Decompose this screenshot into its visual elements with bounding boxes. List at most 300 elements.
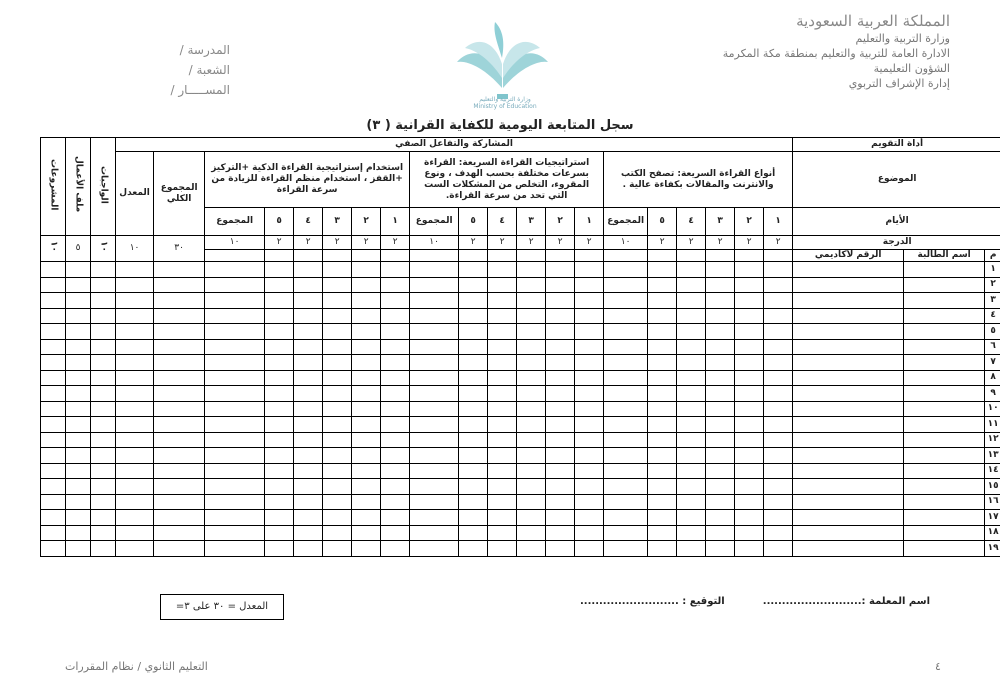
entry-cell[interactable] [410,510,459,526]
entry-cell[interactable] [41,401,66,417]
entry-cell[interactable] [116,277,154,293]
entry-cell[interactable] [205,386,265,402]
entry-cell[interactable] [265,277,294,293]
entry-cell[interactable] [904,448,985,464]
entry-cell[interactable] [116,479,154,495]
entry-cell[interactable] [66,339,91,355]
entry-cell[interactable] [91,448,116,464]
entry-cell[interactable] [66,324,91,340]
entry-cell[interactable] [648,541,677,557]
entry-cell[interactable] [764,386,793,402]
entry-cell[interactable] [91,262,116,278]
entry-cell[interactable] [381,479,410,495]
entry-cell[interactable] [764,293,793,309]
entry-cell[interactable] [546,463,575,479]
entry-cell[interactable] [41,494,66,510]
entry-cell[interactable] [546,510,575,526]
entry-cell[interactable] [904,479,985,495]
entry-cell[interactable] [91,293,116,309]
entry-cell[interactable] [904,277,985,293]
entry-cell[interactable] [764,525,793,541]
entry-cell[interactable] [706,370,735,386]
entry-cell[interactable] [735,510,764,526]
entry-cell[interactable] [793,324,904,340]
entry-cell[interactable] [735,370,764,386]
signature-field[interactable]: التوقيع : .......................... [580,596,725,607]
entry-cell[interactable] [575,510,604,526]
entry-cell[interactable] [575,541,604,557]
entry-cell[interactable] [459,324,488,340]
entry-cell[interactable] [154,370,205,386]
entry-cell[interactable] [265,463,294,479]
entry-cell[interactable] [793,308,904,324]
entry-cell[interactable] [793,339,904,355]
entry-cell[interactable] [154,432,205,448]
entry-cell[interactable] [154,386,205,402]
entry-cell[interactable] [381,308,410,324]
entry-cell[interactable] [205,479,265,495]
entry-cell[interactable] [265,308,294,324]
entry-cell[interactable] [410,417,459,433]
entry-cell[interactable] [604,525,648,541]
entry-cell[interactable] [488,262,517,278]
entry-cell[interactable] [91,525,116,541]
entry-cell[interactable] [904,370,985,386]
entry-cell[interactable] [91,324,116,340]
entry-cell[interactable] [648,510,677,526]
entry-cell[interactable] [410,448,459,464]
entry-cell[interactable] [706,262,735,278]
entry-cell[interactable] [604,308,648,324]
entry-cell[interactable] [66,386,91,402]
entry-cell[interactable] [205,417,265,433]
entry-cell[interactable] [517,370,546,386]
entry-cell[interactable] [265,432,294,448]
entry-cell[interactable] [41,448,66,464]
entry-cell[interactable] [488,525,517,541]
entry-cell[interactable] [154,308,205,324]
entry-cell[interactable] [648,324,677,340]
entry-cell[interactable] [205,510,265,526]
entry-cell[interactable] [604,262,648,278]
entry-cell[interactable] [265,386,294,402]
entry-cell[interactable] [459,370,488,386]
entry-cell[interactable] [205,541,265,557]
entry-cell[interactable] [488,308,517,324]
entry-cell[interactable] [735,308,764,324]
entry-cell[interactable] [294,277,323,293]
entry-cell[interactable] [735,479,764,495]
entry-cell[interactable] [323,432,352,448]
entry-cell[interactable] [904,293,985,309]
entry-cell[interactable] [66,355,91,371]
entry-cell[interactable] [575,463,604,479]
entry-cell[interactable] [706,355,735,371]
entry-cell[interactable] [904,355,985,371]
entry-cell[interactable] [352,401,381,417]
entry-cell[interactable] [154,262,205,278]
entry-cell[interactable] [764,355,793,371]
entry-cell[interactable] [265,370,294,386]
entry-cell[interactable] [381,355,410,371]
entry-cell[interactable] [575,324,604,340]
entry-cell[interactable] [352,463,381,479]
entry-cell[interactable] [793,370,904,386]
entry-cell[interactable] [706,308,735,324]
entry-cell[interactable] [764,417,793,433]
entry-cell[interactable] [154,355,205,371]
entry-cell[interactable] [648,417,677,433]
entry-cell[interactable] [575,386,604,402]
entry-cell[interactable] [546,262,575,278]
entry-cell[interactable] [352,386,381,402]
entry-cell[interactable] [648,308,677,324]
entry-cell[interactable] [517,494,546,510]
entry-cell[interactable] [793,401,904,417]
entry-cell[interactable] [323,293,352,309]
entry-cell[interactable] [381,339,410,355]
entry-cell[interactable] [706,339,735,355]
entry-cell[interactable] [294,525,323,541]
entry-cell[interactable] [265,324,294,340]
entry-cell[interactable] [604,417,648,433]
entry-cell[interactable] [604,324,648,340]
entry-cell[interactable] [459,432,488,448]
entry-cell[interactable] [410,525,459,541]
entry-cell[interactable] [294,463,323,479]
entry-cell[interactable] [546,432,575,448]
entry-cell[interactable] [517,324,546,340]
entry-cell[interactable] [488,479,517,495]
entry-cell[interactable] [381,293,410,309]
entry-cell[interactable] [116,510,154,526]
entry-cell[interactable] [116,262,154,278]
entry-cell[interactable] [352,355,381,371]
entry-cell[interactable] [205,494,265,510]
entry-cell[interactable] [323,386,352,402]
entry-cell[interactable] [793,525,904,541]
entry-cell[interactable] [294,262,323,278]
entry-cell[interactable] [764,494,793,510]
entry-cell[interactable] [66,401,91,417]
entry-cell[interactable] [459,479,488,495]
entry-cell[interactable] [116,308,154,324]
entry-cell[interactable] [294,432,323,448]
entry-cell[interactable] [116,463,154,479]
entry-cell[interactable] [764,262,793,278]
entry-cell[interactable] [41,463,66,479]
entry-cell[interactable] [575,479,604,495]
entry-cell[interactable] [205,308,265,324]
entry-cell[interactable] [459,510,488,526]
entry-cell[interactable] [41,308,66,324]
entry-cell[interactable] [517,417,546,433]
entry-cell[interactable] [488,277,517,293]
entry-cell[interactable] [488,339,517,355]
entry-cell[interactable] [154,448,205,464]
entry-cell[interactable] [352,494,381,510]
entry-cell[interactable] [575,401,604,417]
entry-cell[interactable] [352,308,381,324]
entry-cell[interactable] [205,370,265,386]
entry-cell[interactable] [677,479,706,495]
entry-cell[interactable] [66,525,91,541]
entry-cell[interactable] [66,510,91,526]
entry-cell[interactable] [706,494,735,510]
entry-cell[interactable] [205,355,265,371]
entry-cell[interactable] [904,324,985,340]
entry-cell[interactable] [764,541,793,557]
entry-cell[interactable] [116,324,154,340]
entry-cell[interactable] [575,355,604,371]
entry-cell[interactable] [604,277,648,293]
entry-cell[interactable] [735,293,764,309]
entry-cell[interactable] [793,432,904,448]
entry-cell[interactable] [735,463,764,479]
entry-cell[interactable] [294,448,323,464]
entry-cell[interactable] [648,386,677,402]
entry-cell[interactable] [546,417,575,433]
entry-cell[interactable] [323,370,352,386]
entry-cell[interactable] [677,432,706,448]
entry-cell[interactable] [706,386,735,402]
entry-cell[interactable] [904,494,985,510]
entry-cell[interactable] [546,386,575,402]
entry-cell[interactable] [604,494,648,510]
entry-cell[interactable] [735,262,764,278]
entry-cell[interactable] [735,401,764,417]
entry-cell[interactable] [648,479,677,495]
entry-cell[interactable] [793,541,904,557]
entry-cell[interactable] [677,308,706,324]
entry-cell[interactable] [154,479,205,495]
entry-cell[interactable] [410,339,459,355]
entry-cell[interactable] [265,262,294,278]
entry-cell[interactable] [706,525,735,541]
entry-cell[interactable] [706,479,735,495]
entry-cell[interactable] [459,262,488,278]
entry-cell[interactable] [323,510,352,526]
entry-cell[interactable] [66,448,91,464]
entry-cell[interactable] [706,417,735,433]
entry-cell[interactable] [546,355,575,371]
entry-cell[interactable] [648,370,677,386]
entry-cell[interactable] [793,386,904,402]
entry-cell[interactable] [410,494,459,510]
entry-cell[interactable] [488,510,517,526]
entry-cell[interactable] [488,448,517,464]
entry-cell[interactable] [459,401,488,417]
entry-cell[interactable] [381,432,410,448]
entry-cell[interactable] [459,293,488,309]
entry-cell[interactable] [517,386,546,402]
entry-cell[interactable] [546,525,575,541]
entry-cell[interactable] [116,494,154,510]
entry-cell[interactable] [517,293,546,309]
entry-cell[interactable] [381,541,410,557]
entry-cell[interactable] [294,324,323,340]
entry-cell[interactable] [91,510,116,526]
entry-cell[interactable] [352,262,381,278]
entry-cell[interactable] [91,479,116,495]
entry-cell[interactable] [91,370,116,386]
entry-cell[interactable] [294,293,323,309]
entry-cell[interactable] [116,355,154,371]
entry-cell[interactable] [116,370,154,386]
entry-cell[interactable] [154,494,205,510]
entry-cell[interactable] [546,339,575,355]
entry-cell[interactable] [793,448,904,464]
entry-cell[interactable] [41,324,66,340]
entry-cell[interactable] [764,463,793,479]
entry-cell[interactable] [323,525,352,541]
entry-cell[interactable] [154,293,205,309]
entry-cell[interactable] [41,417,66,433]
entry-cell[interactable] [381,262,410,278]
entry-cell[interactable] [677,417,706,433]
entry-cell[interactable] [294,541,323,557]
entry-cell[interactable] [91,308,116,324]
entry-cell[interactable] [265,510,294,526]
entry-cell[interactable] [546,401,575,417]
entry-cell[interactable] [381,370,410,386]
entry-cell[interactable] [604,401,648,417]
entry-cell[interactable] [154,324,205,340]
entry-cell[interactable] [116,541,154,557]
entry-cell[interactable] [904,401,985,417]
entry-cell[interactable] [459,541,488,557]
entry-cell[interactable] [546,293,575,309]
entry-cell[interactable] [648,339,677,355]
entry-cell[interactable] [677,463,706,479]
entry-cell[interactable] [604,463,648,479]
entry-cell[interactable] [488,401,517,417]
entry-cell[interactable] [323,355,352,371]
entry-cell[interactable] [904,463,985,479]
entry-cell[interactable] [648,355,677,371]
entry-cell[interactable] [381,401,410,417]
entry-cell[interactable] [154,417,205,433]
entry-cell[interactable] [265,417,294,433]
entry-cell[interactable] [116,293,154,309]
entry-cell[interactable] [265,339,294,355]
entry-cell[interactable] [735,525,764,541]
entry-cell[interactable] [793,262,904,278]
entry-cell[interactable] [205,401,265,417]
entry-cell[interactable] [677,370,706,386]
entry-cell[interactable] [648,262,677,278]
entry-cell[interactable] [410,277,459,293]
entry-cell[interactable] [41,386,66,402]
entry-cell[interactable] [793,355,904,371]
entry-cell[interactable] [410,401,459,417]
entry-cell[interactable] [91,401,116,417]
entry-cell[interactable] [410,262,459,278]
entry-cell[interactable] [265,293,294,309]
entry-cell[interactable] [764,401,793,417]
entry-cell[interactable] [793,277,904,293]
entry-cell[interactable] [764,432,793,448]
entry-cell[interactable] [294,370,323,386]
entry-cell[interactable] [648,463,677,479]
entry-cell[interactable] [205,262,265,278]
entry-cell[interactable] [91,463,116,479]
entry-cell[interactable] [381,463,410,479]
entry-cell[interactable] [352,510,381,526]
entry-cell[interactable] [488,417,517,433]
entry-cell[interactable] [41,277,66,293]
entry-cell[interactable] [904,432,985,448]
entry-cell[interactable] [604,370,648,386]
entry-cell[interactable] [116,432,154,448]
entry-cell[interactable] [764,510,793,526]
entry-cell[interactable] [677,355,706,371]
entry-cell[interactable] [410,293,459,309]
entry-cell[interactable] [677,339,706,355]
entry-cell[interactable] [735,324,764,340]
entry-cell[interactable] [517,432,546,448]
entry-cell[interactable] [459,308,488,324]
entry-cell[interactable] [575,308,604,324]
entry-cell[interactable] [205,293,265,309]
entry-cell[interactable] [575,417,604,433]
entry-cell[interactable] [648,494,677,510]
entry-cell[interactable] [41,510,66,526]
entry-cell[interactable] [604,448,648,464]
entry-cell[interactable] [735,494,764,510]
entry-cell[interactable] [323,463,352,479]
entry-cell[interactable] [517,448,546,464]
entry-cell[interactable] [764,448,793,464]
entry-cell[interactable] [575,448,604,464]
entry-cell[interactable] [706,463,735,479]
entry-cell[interactable] [793,463,904,479]
entry-cell[interactable] [294,339,323,355]
entry-cell[interactable] [677,324,706,340]
entry-cell[interactable] [517,277,546,293]
entry-cell[interactable] [677,525,706,541]
entry-cell[interactable] [41,370,66,386]
entry-cell[interactable] [677,541,706,557]
entry-cell[interactable] [546,448,575,464]
entry-cell[interactable] [41,262,66,278]
entry-cell[interactable] [381,386,410,402]
entry-cell[interactable] [706,401,735,417]
entry-cell[interactable] [517,262,546,278]
entry-cell[interactable] [706,510,735,526]
entry-cell[interactable] [66,479,91,495]
entry-cell[interactable] [352,293,381,309]
entry-cell[interactable] [677,293,706,309]
entry-cell[interactable] [352,525,381,541]
entry-cell[interactable] [546,277,575,293]
entry-cell[interactable] [41,355,66,371]
entry-cell[interactable] [517,339,546,355]
entry-cell[interactable] [735,355,764,371]
entry-cell[interactable] [205,525,265,541]
entry-cell[interactable] [735,277,764,293]
entry-cell[interactable] [706,541,735,557]
entry-cell[interactable] [735,339,764,355]
entry-cell[interactable] [154,339,205,355]
entry-cell[interactable] [205,432,265,448]
entry-cell[interactable] [488,541,517,557]
entry-cell[interactable] [764,324,793,340]
entry-cell[interactable] [352,370,381,386]
entry-cell[interactable] [265,494,294,510]
entry-cell[interactable] [294,355,323,371]
entry-cell[interactable] [381,448,410,464]
